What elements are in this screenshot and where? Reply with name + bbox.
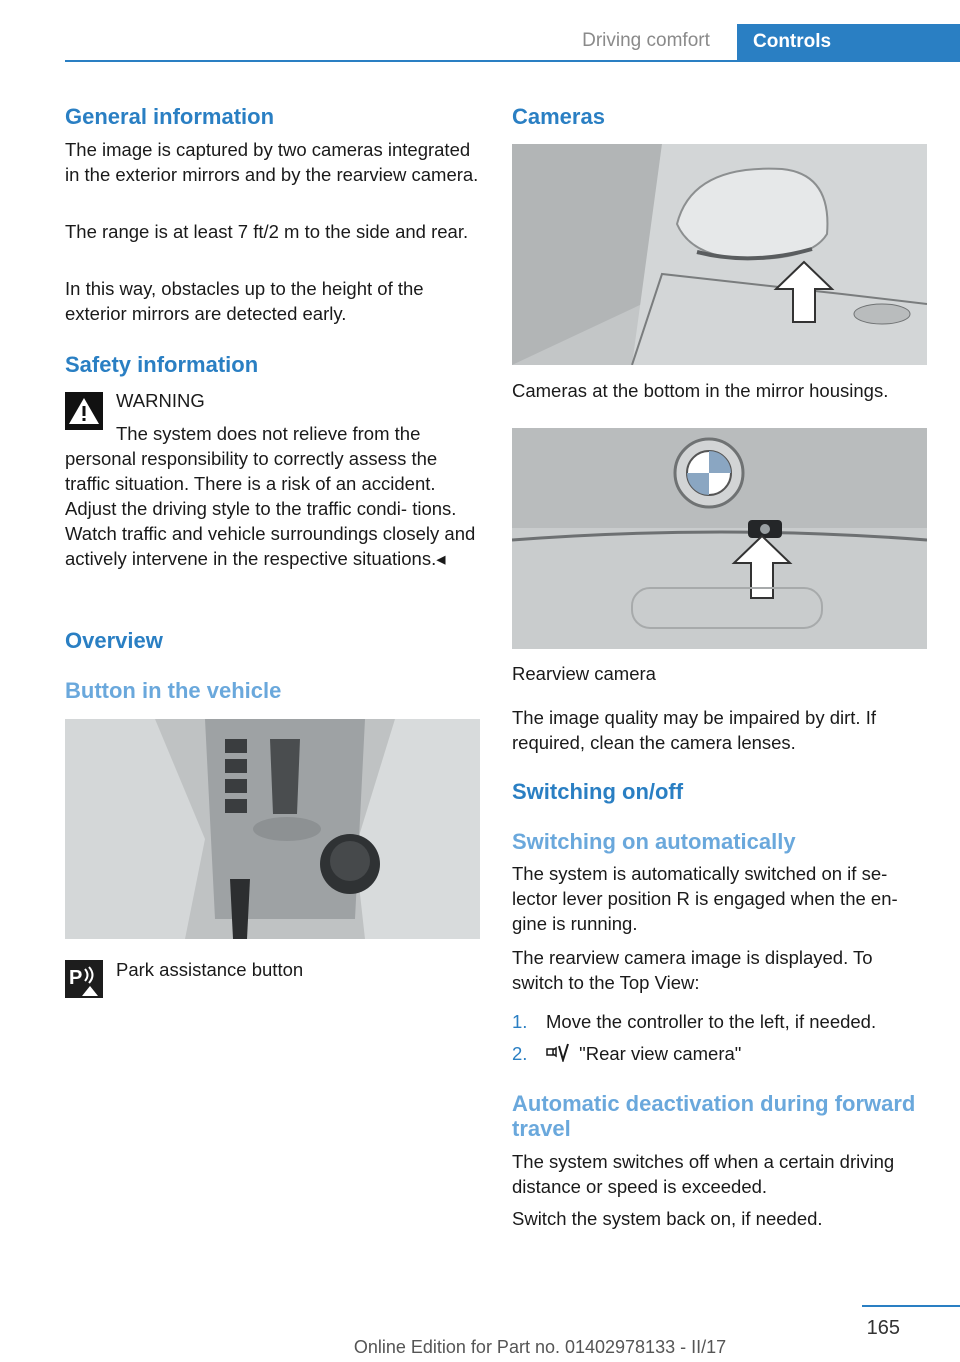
safety-information-heading: Safety information xyxy=(65,352,259,377)
header-rule xyxy=(65,60,960,62)
switch-back-on-text: Switch the system back on, if needed. xyxy=(512,1208,823,1229)
list-item xyxy=(512,1009,927,1041)
svg-text:P: P xyxy=(69,967,83,989)
deactivation-text: The system switches off when a certain driving distance or speed is exceeded. xyxy=(512,1151,895,1197)
footer-rule xyxy=(862,1305,960,1307)
header-section-label: Driving comfort xyxy=(582,30,710,51)
center-console-photo xyxy=(65,719,480,939)
cameras-heading: Cameras xyxy=(512,104,605,129)
image-quality-text: The image quality may be impaired by dirt. If required, clean the camera lenses. xyxy=(512,707,876,753)
switching-on-off-heading: Switching on/off xyxy=(512,779,684,804)
step-number: 2. xyxy=(512,1043,528,1064)
park-assistance-icon xyxy=(65,960,103,998)
step-number: 1. xyxy=(512,1011,528,1032)
page-number: 165 xyxy=(866,1317,900,1339)
general-paragraph-2: The range is at least 7 ft/2 m to the side and rear. xyxy=(65,221,469,242)
overview-heading: Overview xyxy=(65,628,163,653)
list-item xyxy=(512,1041,927,1073)
mirror-camera-caption: Cameras at the bottom in the mirror housings. xyxy=(512,380,889,401)
rearview-camera-photo xyxy=(512,428,927,649)
park-assistance-caption: Park assistance button xyxy=(116,959,304,980)
display-text: The rearview camera image is displayed. To switch to the Top View: xyxy=(512,947,873,993)
auto-switch-text: The system is automatically switched on if se‐ lector lever position R is engaged when the en‐ gine is running. xyxy=(512,863,898,934)
mirror-camera-photo xyxy=(512,144,927,365)
header-tab-controls: Controls xyxy=(737,24,960,62)
button-in-vehicle-subheading: Button in the vehicle xyxy=(65,678,282,703)
automatic-deactivation-subheading: Automatic deactivation during forward travel xyxy=(512,1091,916,1141)
warning-label: WARNING xyxy=(116,390,205,411)
step-text: "Rear view camera" xyxy=(579,1043,742,1064)
edition-footer: Online Edition for Part no. 01402978133 - II/17 xyxy=(353,1337,727,1357)
step-text: Move the controller to the left, if needed. xyxy=(546,1011,877,1032)
general-paragraph-3: In this way, obstacles up to the height of the exterior mirrors are detected early. xyxy=(65,278,424,324)
general-information-heading: General information xyxy=(65,104,275,129)
warning-text: The system does not relieve from the personal responsibility to correctly assess the traffic situation. There is a risk of an accident. Adjust the driving style to the traffic condi‐ tions. Watch traffic and vehicle surroundings closely and actively intervene in the respective situations.◂ xyxy=(65,423,476,569)
switching-on-automatically-subheading: Switching on automatically xyxy=(512,829,796,854)
rear-view-camera-icon xyxy=(546,1042,574,1068)
general-paragraph-1: The image is captured by two cameras integrated in the exterior mirrors and by the rearview camera. xyxy=(65,139,479,185)
steps-list xyxy=(512,1009,927,1073)
rearview-camera-caption: Rearview camera xyxy=(512,663,656,684)
